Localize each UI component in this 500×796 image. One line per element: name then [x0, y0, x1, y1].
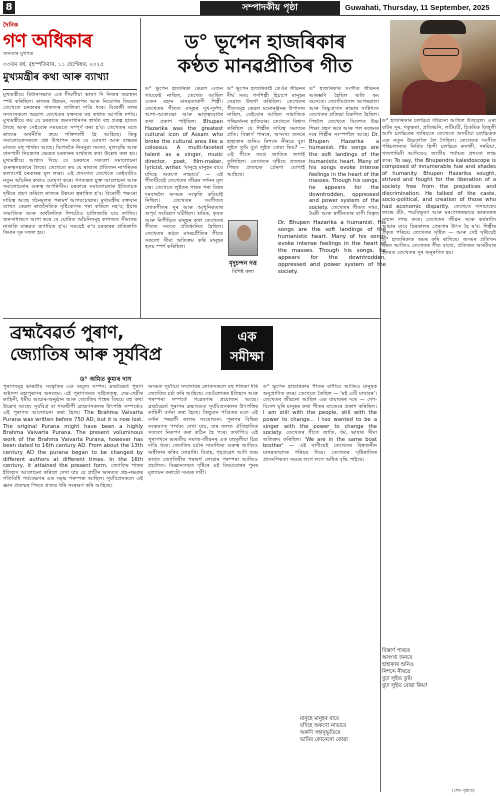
poem-a-line: অকণি সহানুভূতিৰে: [300, 730, 341, 736]
poem-b: [382, 648, 482, 690]
photo-figure-face: [420, 34, 462, 82]
main-headline: [145, 30, 385, 78]
poem-b-line: অসংখ্য জনৰে: [382, 655, 413, 661]
main-headline-line2: কণ্ঠত মানৱপ্ৰীতিৰ গীত: [177, 55, 353, 77]
photo-figure-cap: [420, 20, 466, 34]
dateline: Guwahati, Thursday, 11 September, 2025: [345, 3, 490, 12]
page-number: 8: [3, 1, 15, 14]
pull-quote-text: Dr. Bhupen Hazarika a humanist. His songs are the soft landings of the humanistic heart. Many of his songs evoke intense feelings in the heart of the masses. Though his songs, he appears for the downtrodden, oppressed and power system of the society.: [278, 220, 386, 275]
poem-a-line: যদিহে অকণো নাভাবে: [300, 723, 347, 729]
lower-headline: [10, 322, 215, 366]
main-article-col2: ড° ভূপেন হাজৰিকাই তেওঁৰ জীৱনৰ দীৰ্ঘ সময় গণশিল্পী হিচাপে মানুহৰ সেৱাত উছৰ্গা কৰিছিল। তেখেতৰ গীতসমূহ কেৱল মনোৰঞ্জনৰ উপাদান নাছিল, সেইবোৰ আছিল সামাজিক পৰিৱৰ্তনৰ হাতিয়াৰ। তেখেতে বিশ্বাস কৰিছিল যে শিল্পীৰ দায়িত্ব সমাজৰ প্ৰতি। বিস্তাৰ্ণ পাৰৰে, অসংখ্য জনৰে হাহাকাৰ শুনিও নিশব্দে নীৰৱে বুঢ়া লুইত তুমি বুঢ়া লুইত বোৱা কিয়? — এই গীতে সমগ্ৰ জাতিক জগাই তুলিছিল। তেখেতৰ সৃষ্টিয়ে প্ৰজন্মৰ পিছত প্ৰজন্মক প্ৰেৰণা যোগাই আহিছে।: [227, 86, 305, 178]
right-article-column: ড° হাজৰিকাৰ চলচ্চিত্ৰ জীৱনো আছিল উজ্জ্বল। এৰা বাটৰ সুৰ, শকুন্তলা, প্ৰতিধ্বনি, লটিঘটি, চিকমিক বিজুলী আদি চলচ্চিত্ৰৰ জৰিয়তে তেখেতে অসমীয়া চলচ্চিত্ৰক এক নতুন উচ্চতালৈ লৈ গৈছিল। তেখেতৰ সংগীত পৰিচালনাত নিৰ্মিত হিন্দী চলচ্চিত্ৰ ৰুদালী, দৰমিয়া, গজগামিনী আদিয়েও জাতীয় পৰ্যায়ত প্ৰশংসা লাভ কৰে। To say, the Bhupendra kaleidoscope is composed of innumerable hue and shades of humanity. Bhupen Hazarika sought, strived and fought for the liberation of a society free from the prejudices and discrimination. He talked of the caste, socio-political, and creation of those who had economic disparity. তেখেতে দাদাচাহেব ফাল্কে বঁটা, পদ্মবিভূষণ আৰু মৰণোত্তৰভাৱে ভাৰতৰত্ন সন্মান লাভ কৰে। তেখেতৰ জীৱন আৰু কৰ্মৰাজি আমাৰ বাবে চিৰকালৰ প্ৰেৰণাৰ উৎস হৈ ৰ'ব। শিল্পীৰ প্ৰকৃত পৰিচয় তেখেতৰ সৃষ্টিত — আৰু সেই সৃষ্টিয়েই ড° হাজৰিকাক অমৰ কৰি ৰাখিছে। অসমৰ প্ৰতিখন ঘৰত আজিও তেখেতৰ গীত বাজে, প্ৰতিজন অসমীয়াৰ হৃদয়ত তেখেতৰ সুৰ অনুৰণিত হয়।: [382, 118, 496, 256]
editorial-heading: মুখ্যমন্ত্ৰীৰ কথা আৰু ব্যাখ্যা: [3, 70, 137, 90]
section-title: সম্পাদকীয় পৃষ্ঠা: [200, 1, 340, 15]
poem-b-line: বিস্তাৰ্ণ পাৰৰে: [382, 648, 410, 654]
section-divider: [3, 318, 380, 319]
author-box: [213, 220, 273, 300]
main-headline-line1: ড° ভূপেন হাজৰিকাৰ: [184, 31, 346, 53]
lower-headline-line2: জ্যোতিষ আৰু সূৰ্যবিপ্ৰ: [10, 345, 162, 365]
lower-article-col2: অসমত সূৰ্যবিপ্ৰ সম্প্ৰদায়ৰ লোকসকলে বহু শতিকা ধৰি জ্যোতিষ চৰ্চা কৰি আহিছে। তেওঁলোকৰ ইতিহাস আৰু পৰম্পৰা সম্পৰ্কে গৱেষণাৰ প্ৰয়োজন আছে। ব্ৰহ্মবৈৱৰ্ত পুৰাণৰ ব্ৰহ্মখণ্ডত সূৰ্যবিপ্ৰসকলৰ উৎপত্তিৰ কাহিনী বৰ্ণনা কৰা হৈছে। কিছুমান পণ্ডিতৰ মতে এই বৰ্ণনা পৰৱৰ্তী কালৰ সংযোজন। পুৰাণৰ বিভিন্ন সংস্কৰণত পাৰ্থক্য দেখা যায়, যাৰ ফলত ঐতিহাসিক সত্যতা নিৰূপণ কৰা কঠিন হৈ পৰে। তথাপিও এই পুৰাণখনে ভাৰতীয় সমাজ-জীৱনৰ এক বহুমূলীয়া চিত্ৰ দাঙি ধৰে। জ্যোতিষ চৰ্চাৰ সামাজিক গুৰুত্ব আজিও অস্বীকাৰ কৰিব নোৱাৰি। বিবাহ, গৃহপ্ৰৱেশ আদি শুভ কাৰ্যত জ্যোতিষীৰ পৰামৰ্শ লোৱাৰ পৰম্পৰা আজিও প্ৰচলিত। বিজ্ঞানসন্মত দৃষ্টিৰে এই বিষয়বোৰৰ পুনৰ মূল্যায়ন কৰাটো সময়ৰ দাবী।: [148, 384, 258, 476]
poem-a: [300, 716, 376, 744]
poem-b-line: হাহাকাৰ শুনিও: [382, 662, 414, 668]
lower-article-col1: পুৰাণসমূহ ভাৰতীয় সংস্কৃতিৰ এক অমূল্য সম্পদ। ব্ৰহ্মবৈৱৰ্ত পুৰাণ অষ্টাদশ মহাপুৰাণৰ অন্যতম। এই পুৰাণখনত সৃষ্টিতত্ত্ব, দেৱ-দেৱীৰ কাহিনী, ধৰ্মীয় আচাৰ-অনুষ্ঠান আৰু জ্যোতিষ শাস্ত্ৰৰ বিষয়ে বহু কথা উল্লেখ আছে। সূৰ্যবিপ্ৰ বা শাকদ্বীপী ব্ৰাহ্মণসকলৰ উৎপত্তি সম্পৰ্কেও এই পুৰাণত আলোচনা কৰা হৈছে। The Brahma Vaivarta Purana was written before 750 AD, but it is now lost. The original Purana might have been a highly Brahma Vaivarta Purana. The present voluminous work of the Brahma Vaivarta Purana, however has been dated to 16th century AD. From about the 13th century AD the purana began to be changed by different authors at different times. In the 16th century, it attained the present form. জ্যোতিষ শাস্ত্ৰৰ ইতিহাস আলোচনা কৰিলে দেখা যায় যে প্ৰাচীন ভাৰতত গ্ৰহ-নক্ষত্ৰৰ গতিবিধি পৰ্যবেক্ষণৰ এক সমৃদ্ধ পৰম্পৰা আছিল। সূৰ্যবিপ্ৰসকলে এই জ্ঞান প্ৰজন্মৰ পিছত প্ৰজন্ম ধৰি সংৰক্ষণ কৰি আহিছে।: [3, 384, 143, 489]
divider-left: [140, 18, 141, 318]
portrait-photo: [390, 20, 496, 115]
lower-author: ড° অমিত কুমাৰ দাস: [80, 376, 132, 383]
main-article-col1: ড° ভূপেন হাজৰিকা কেৱল এজন গায়কেই নাছিল, তেখেত আছিল এজন মহান মানৱতাবাদী শিল্পী। তেখেতৰ গীতত মানুহৰ দুখ-দুৰ্দশা, আশা-আকাংক্ষা আৰু ভাতৃত্ববোধৰ কথা প্ৰকাশ পাইছিল। Bhupen Hazarika was the greatest cultural icon of Assam who broke the cultural area like a colossus. A multi-faceted talent as a singer, music director, poet, film-maker, lyricist, writer. 'মানুহে মানুহৰ বাবে যদিহে অকণো নাভাবে' — এই গীতটিয়েই তেখেতৰ জীৱন দৰ্শনৰ মূল মন্ত্ৰ। তেখেতে লুইতৰ পাৰৰ পৰা বিশ্বৰ দৰবাৰলৈ অসমৰ সংস্কৃতি কঢ়িয়াই নিছিল। তেখেতৰ সংগীতত লোকগীতৰ সুৰ আৰু আধুনিকতাৰ অপূৰ্ব সংমিশ্ৰণ ঘটিছিল। শ্ৰমিক, কৃষক আৰু নিপীড়িত মানুহৰ কথা তেখেতৰ গীতত সততে প্ৰতিধ্বনিত হৈছিল। তেখেতৰ কণ্ঠত মানৱপ্ৰীতিৰ গীতে সকলো সীমা অতিক্ৰম কৰি মানুহৰ হৃদয় স্পৰ্শ কৰিছিল।: [145, 86, 223, 251]
main-article-col3: ড° হাজৰিকাৰ সংগীত জীৱনৰ আৰম্ভণি হৈছিল অতি কম বয়সতে। জ্যোতিপ্ৰসাদ আগৰৱালা আৰু বিষ্ণুপ্ৰসাদ ৰাভাৰ সান্নিধ্যত তেখেতৰ প্ৰতিভা বিকশিত হৈছিল। পিছলৈ তেখেতে বিদেশত উচ্চ শিক্ষা গ্ৰহণ কৰে আৰু পল ৰবছনৰ দৰে শিল্পীৰ সংস্পৰ্শলৈ আহে। Dr. Bhupen Hazarika a humanist. His songs are the soft landings of the humanistic heart. Many of his songs evoke intense feelings in the heart of the masses. Though his songs, he appears for the downtrodden, oppressed and power system of the society. তেখেতৰ গীতত সাম্য, মৈত্ৰী আৰু স্বাধীনতাৰ বাণী বিস্তৃত: [309, 86, 379, 218]
lower-article-col3: ড° ভূপেন হাজৰিকাৰ গীতৰ বাণীয়ে আজিও মানুহক অনুপ্ৰাণিত কৰে। তেখেতে কৈছিল — 'মই এটি যাযাবৰ'। তেখেতৰ জীৱনো আছিল এক যাযাবৰৰ দৰে — দেশ-বিদেশ ঘূৰি মানুহৰ কথা গীতৰ মাজেৰে প্ৰকাশ কৰিছিল। I am still with the people, still with the power to change... I too wanted to be a singer with the power to change the society. তেখেতৰ গীতে জাতি, ধৰ্ম, ভাষাৰ সীমা অতিক্ৰম কৰিছিল। 'We are in the same boat brother' — এই বাণীয়েই তেখেতৰ বিশ্বজনীন মানৱতাবাদৰ পৰিচয় দিয়ে। তেখেতৰ সৃষ্টিৰাজিৰ প্ৰাসংগিকতা সময়ৰ লগে লগে অধিক বৃদ্ধি পাইছে।: [263, 384, 377, 463]
poem-b-line: বুঢ়া লুইত তুমি: [382, 676, 412, 682]
top-bar: [0, 0, 500, 16]
masthead-name: গণ অধিকাৰ: [3, 30, 93, 52]
editorial-body: মুখ্যমন্ত্ৰীয়ে বিধানসভাত এক দীঘলীয়া ভাষণ দি নিজৰ অৱস্থান স্পষ্ট কৰিছিল। ৰাজ্যৰ উন্নয়ন, সংস্থাপন আৰু নিয়োগৰ বিষয়ত তেখেতে চৰকাৰৰ সাফল্যৰ তালিকা দাঙি ধৰে। বিৰোধী দলৰ সদস্যসকলে অৱশ্যে তেখেতৰ বক্তব্যৰ বহু কথাত আপত্তি দৰ্শায়। মুখ্যমন্ত্ৰীয়ে কয় যে চৰকাৰে জনসাধাৰণৰ স্বাৰ্থত বহু প্ৰকল্প হাতত লৈছে আৰু সেইবোৰ সময়মতে সম্পূৰ্ণ কৰা হ'ব। তেখেতৰ মতে ৰাজ্যৰ অৰ্থনীতি ক্ৰমে শক্তিশালী হৈ আহিছে। কিন্তু সমালোচকসকলে প্ৰশ্ন উত্থাপন কৰে যে ঘোষণা আৰু বাস্তৱৰ মাজত বহু পাৰ্থক্য আছে। বিশেষকৈ নিবনুৱা সমস্যা, মূল্যবৃদ্ধি আৰু বানপানী নিয়ন্ত্ৰণৰ ক্ষেত্ৰত চৰকাৰৰ ব্যৰ্থতাৰ কথা উল্লেখ কৰা হয়। মুখ্যমন্ত্ৰীয়ে আশ্বাস দিয়ে যে চৰকাৰে সকলো সমালোচনা গুৰুত্বসহকাৰে লৈছে। তেখেতে কয় যে ৰাজ্যৰ প্ৰতিজন নাগৰিকৰ কল্যাণেই চৰকাৰৰ মূল লক্ষ্য। এই প্ৰসংগত তেখেতে কেইবাটাও নতুন আঁচনিৰ কথাও ঘোষণা কৰে। গণতন্ত্ৰত মুক্ত আলোচনা আৰু সমালোচনাৰ গুৰুত্ব অপৰিসীম। চৰকাৰে সমালোচনাক ইতিবাচক দৃষ্টিৰে গ্ৰহণ কৰিলে ৰাজ্যৰ উন্নয়ন ত্বৰান্বিত হ'ব। বিৰোধী পক্ষৰো দায়িত্ব আছে গঠনমূলক পৰামৰ্শ আগবঢ়োৱাৰ। মুখ্যমন্ত্ৰীৰ বক্তব্যৰ ব্যাখ্যা কেৱল ৰাজনৈতিক দৃষ্টিকোণৰ পৰা কৰিলে নহ'ব; ইয়াৰ সামাজিক আৰু অৰ্থনৈতিক দিশটোও চালিজাৰি চাব লাগিব। জনসাধাৰণে আশা কৰে যে ঘোষিত আঁচনিসমূহ কাগজত সীমাবদ্ধ নাথাকি বাস্তৱত ৰূপায়িত হ'ব। সময়েই ক'ব চৰকাৰৰ প্ৰতিশ্ৰুতি কিমান দূৰ সফল হয়।: [3, 92, 137, 237]
review-badge-line2: সমীক্ষা: [230, 350, 264, 365]
author-photo: [228, 220, 258, 256]
review-badge-line1: এক: [237, 330, 257, 345]
poem-b-line: নিশব্দে নীৰৱে: [382, 669, 411, 675]
photo-figure-body: [402, 80, 486, 115]
author-role: বিশিষ্ট কলা: [232, 269, 254, 275]
poem-a-line: ভাবিব কোনেনো কোৱা: [300, 737, 348, 743]
poem-a-line: মানুহে মানুহৰ বাবে: [300, 716, 339, 722]
pull-quote: [278, 220, 386, 304]
masthead-small-label: দৈনিক: [3, 22, 19, 29]
author-name: মৃদুচন্দন দত্ত: [229, 260, 257, 267]
masthead-tagline: জনতাৰ মুখপত্ৰ: [3, 51, 34, 57]
review-badge: [221, 326, 273, 370]
lower-headline-line1: ব্ৰহ্মবৈৱৰ্ত পুৰাণ,: [10, 323, 124, 343]
masthead-date: ৩৩তম বৰ্ষ, বৃহস্পতিবাৰ, ১১ ছেপ্টেম্বৰ, ২০২৫: [3, 62, 104, 68]
masthead: [3, 20, 140, 60]
continued-note: (শেষ পৃষ্ঠাত): [452, 789, 475, 794]
photo-figure-glasses: [423, 48, 459, 56]
poem-b-line: বুঢ়া লুইত বোৱা কিয়?: [382, 683, 428, 689]
